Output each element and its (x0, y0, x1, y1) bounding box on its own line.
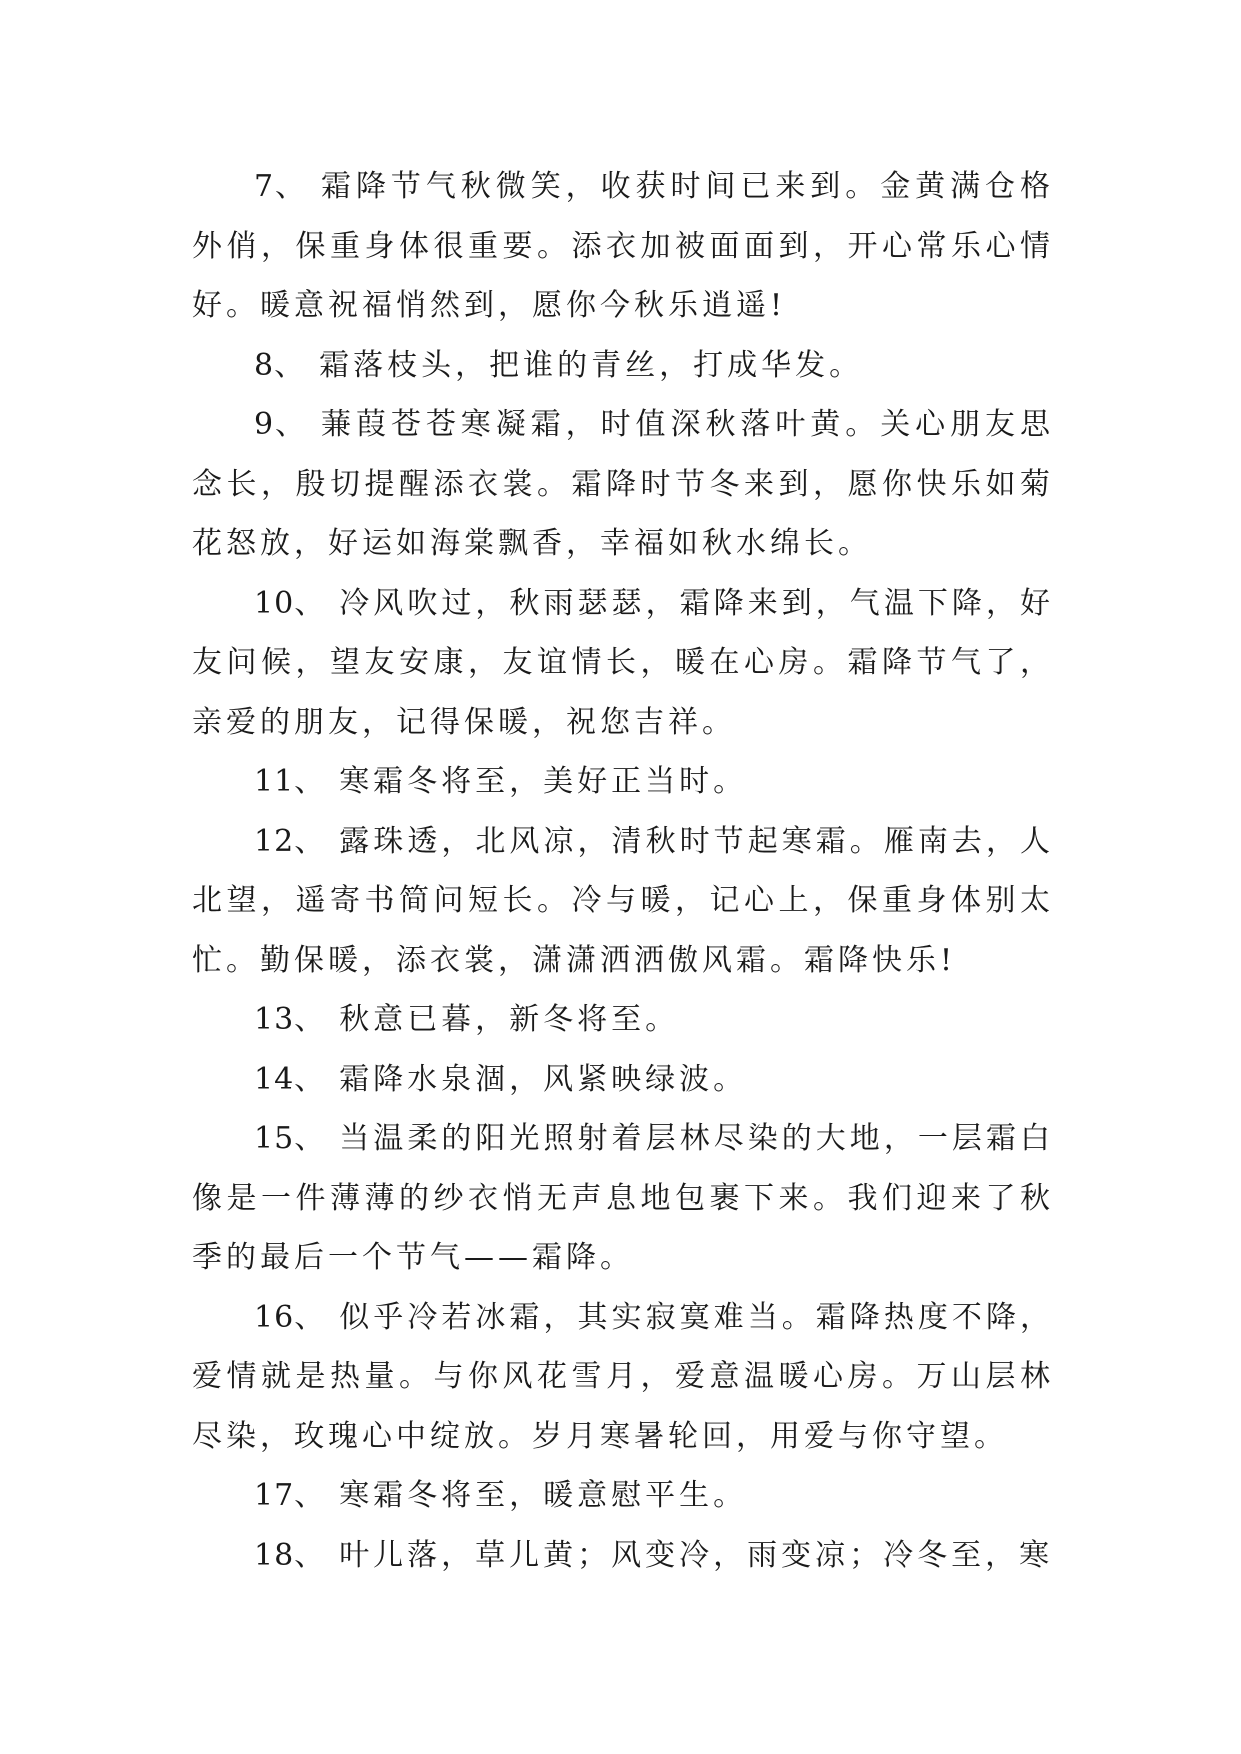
item-text: 寒霜冬将至，暖意慰平生。 (339, 1478, 748, 1513)
item-number: 15、 (254, 1121, 326, 1156)
item-number: 13、 (254, 1002, 326, 1037)
list-item (192, 1526, 1054, 1586)
list-item (192, 1109, 1054, 1288)
item-text: 叶儿落，草儿黄；风变冷，雨变凉；冷冬至，寒 (339, 1537, 1054, 1573)
list-item (192, 157, 1054, 336)
list-item (192, 1466, 1054, 1526)
item-number: 9、 (254, 407, 307, 442)
item-number: 12、 (254, 823, 326, 859)
document-body (192, 157, 1054, 1585)
item-text: 霜降节气秋微笑，收获时间已来到。金黄满仓格外俏，保重身体很重要。添衣加被面面到，开心常乐心情好。暖意祝福悄然到，愿你今秋乐逍遥! (192, 169, 1055, 323)
item-number: 16、 (254, 1299, 326, 1335)
item-text: 当温柔的阳光照射着层林尽染的大地，一层霜白像是一件薄薄的纱衣悄无声息地包裹下来。我们迎来了秋季的最后一个节气——霜降。 (192, 1121, 1054, 1275)
item-number: 18、 (254, 1537, 326, 1573)
item-text: 秋意已暮，新冬将至。 (339, 1002, 680, 1037)
item-text: 蒹葭苍苍寒凝霜，时值深秋落叶黄。关心朋友思念长，殷切提醒添衣裳。霜降时节冬来到，愿你快乐如菊花怒放，好运如海棠飘香，幸福如秋水绵长。 (192, 407, 1055, 561)
item-text: 冷风吹过，秋雨瑟瑟，霜降来到，气温下降，好友问候，望友安康，友谊情长，暖在心房。霜降节气了，亲爱的朋友，记得保暖，祝您吉祥。 (192, 585, 1054, 740)
list-item (192, 990, 1054, 1050)
list-item (192, 1050, 1054, 1110)
list-item (192, 1288, 1054, 1467)
list-item (192, 812, 1054, 991)
item-number: 10、 (254, 585, 326, 621)
list-item (192, 752, 1054, 812)
list-item (192, 574, 1054, 753)
item-number: 14、 (254, 1061, 326, 1097)
list-item (192, 395, 1054, 574)
item-text: 霜降水泉涸，风紧映绿波。 (339, 1061, 748, 1097)
item-text: 露珠透，北风凉，清秋时节起寒霜。雁南去，人北望，遥寄书简问短长。冷与暖，记心上，保重身体别太忙。勤保暖，添衣裳，潇潇洒洒傲风霜。霜降快乐! (192, 823, 1054, 978)
item-number: 8、 (254, 347, 306, 383)
item-text: 寒霜冬将至，美好正当时。 (339, 764, 748, 799)
list-item (192, 336, 1054, 396)
item-number: 7、 (254, 169, 307, 204)
item-text: 似乎冷若冰霜，其实寂寞难当。霜降热度不降，爱情就是热量。与你风花雪月，爱意温暖心房。万山层林尽染，玫瑰心中绽放。岁月寒暑轮回，用爱与你守望。 (192, 1299, 1054, 1454)
item-text: 霜落枝头，把谁的青丝，打成华发。 (319, 347, 864, 383)
item-number: 11、 (254, 764, 326, 799)
item-number: 17、 (254, 1478, 326, 1513)
